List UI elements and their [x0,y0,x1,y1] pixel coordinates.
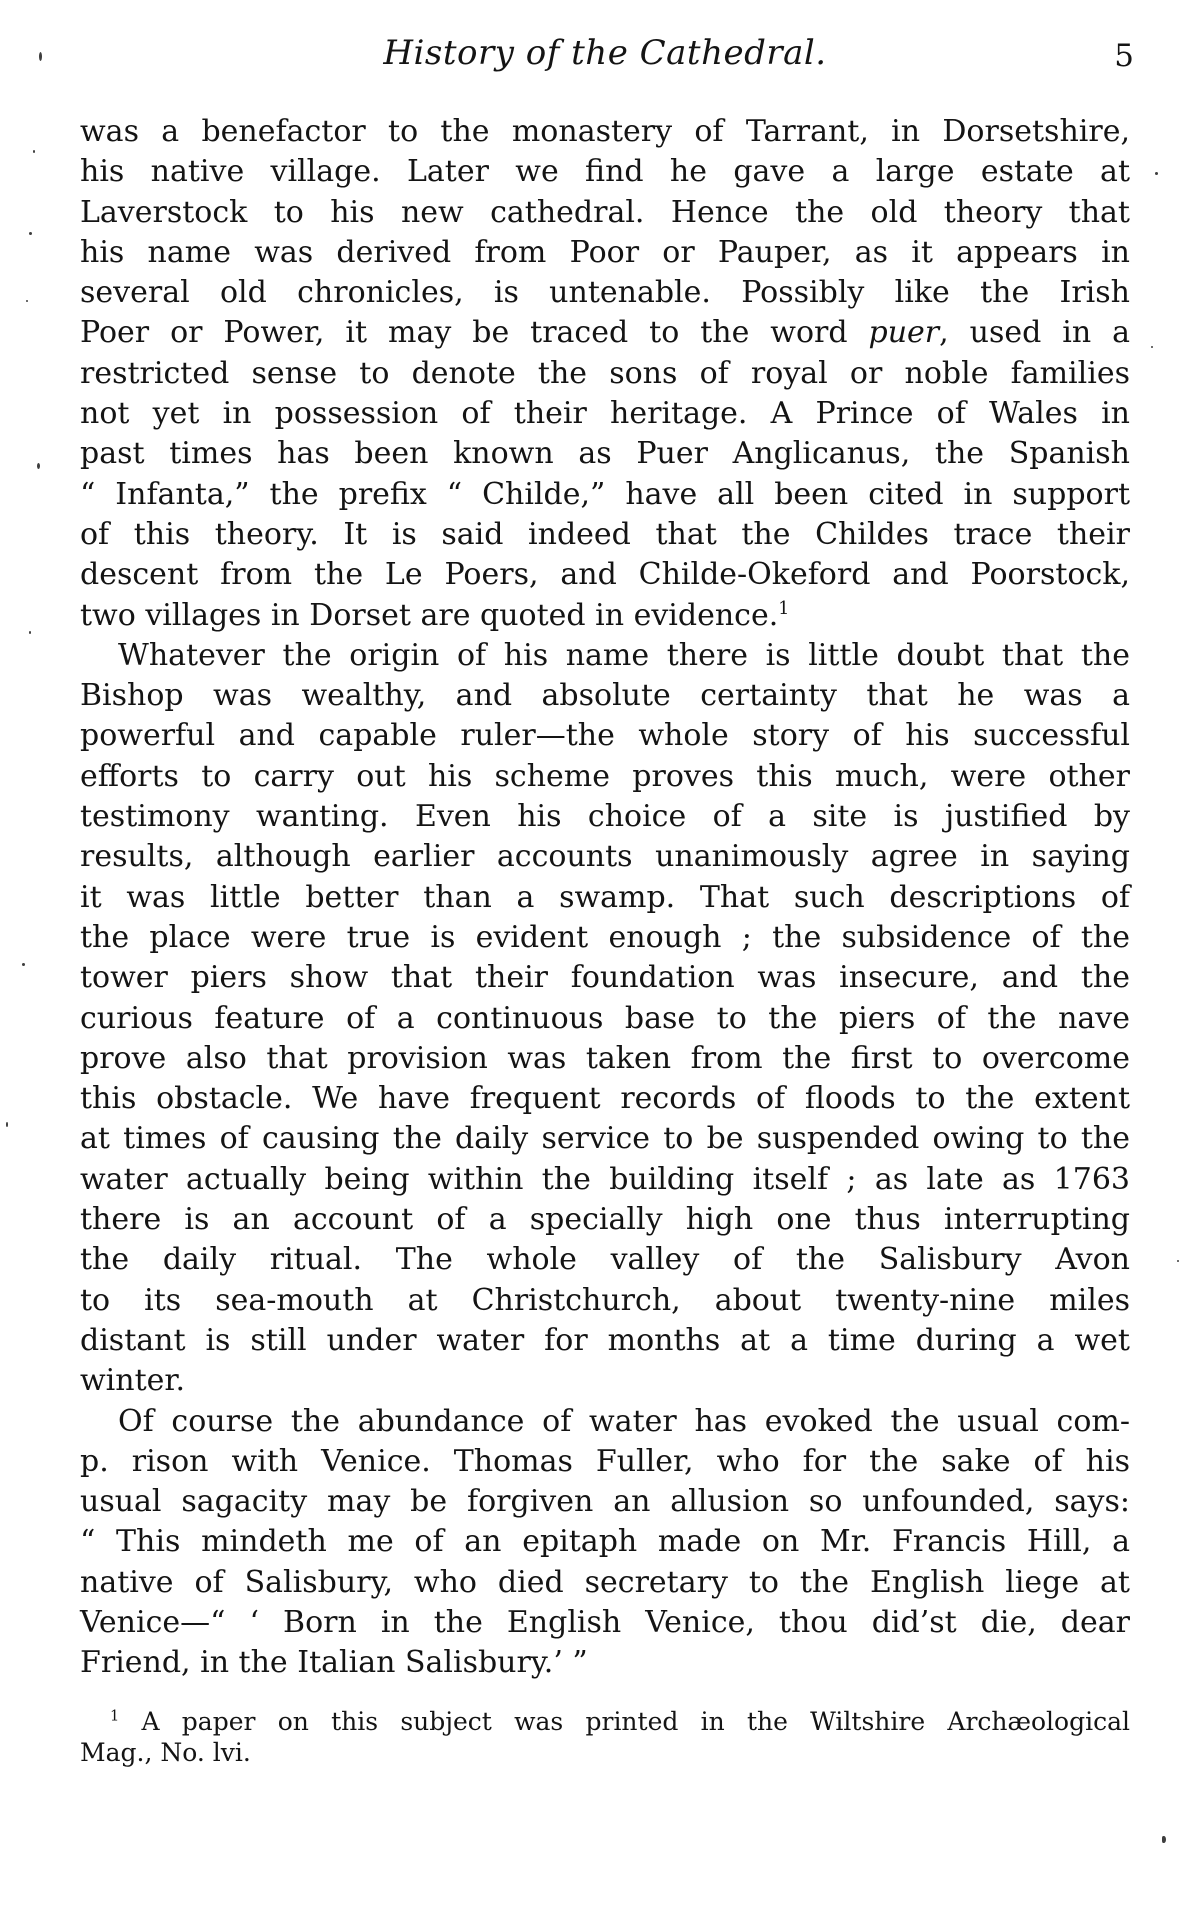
text-segment: tower piers show that their foundation was insecure, and the [80,960,1130,996]
scan-artifact [1177,1260,1179,1262]
text-segment: Mag., No. lvi. [80,1738,251,1767]
page-number: 5 [1114,38,1134,74]
text-line [80,515,1130,555]
text-segment: distant is still under water for months at a time during a wet [80,1322,1130,1358]
text-line [80,555,1130,595]
text-segment: past times has been known as Puer Anglicanus, the Spanish [80,436,1130,472]
scan-artifact [22,963,25,966]
footnote-line [80,1706,1130,1737]
text-line [80,193,1130,233]
text-segment: Whatever the origin of his name there is little doubt that the [118,637,1130,673]
text-segment: descent from the Le Poers, and Childe-Okeford and Poorstock, [80,557,1130,593]
text-line [80,1402,1130,1442]
scan-artifact [29,631,31,634]
text-line [80,958,1130,998]
text-line [80,1603,1130,1643]
text-segment: winter. [80,1363,185,1399]
text-line [80,1643,1130,1683]
text-segment: powerful and capable ruler—the whole story of his successful [80,718,1130,754]
text-line [80,394,1130,434]
text-segment: at times of causing the daily service to be suspended owing to the [80,1121,1130,1157]
running-title: History of the Cathedral. [383,33,827,73]
text-segment: curious feature of a continuous base to the piers of the nave [80,1000,1130,1036]
text-line [80,354,1130,394]
text-segment: usual sagacity may be forgiven an allusion so unfounded, says: [80,1484,1130,1520]
scan-artifact [1155,172,1158,175]
text-segment: prove also that provision was taken from the first to overcome [80,1040,1130,1076]
text-line [80,313,1130,353]
footnote [80,1706,1130,1768]
text-line [80,596,1130,636]
text-segment: his native village. Later we find he gave a large estate at [80,154,1130,190]
text-segment: Of course the abundance of water has evoked the usual com- [118,1403,1130,1439]
text-line [80,1160,1130,1200]
text-segment: restricted sense to denote the sons of royal or noble families [80,355,1130,391]
scan-artifact [1151,346,1153,348]
text-line [80,1079,1130,1119]
text-line [80,797,1130,837]
text-line [80,1482,1130,1522]
scan-artifact [6,1122,8,1127]
text-segment: puer [868,315,940,351]
text-segment: the place were true is evident enough ; the subsidence of the [80,919,1130,955]
text-segment: A paper on this subject was printed in the Wiltshire Archæological [119,1707,1130,1736]
text-segment: to its sea-mouth at Christchurch, about twenty-nine miles [80,1282,1130,1318]
scan-artifact [1162,1836,1166,1843]
text-line [80,918,1130,958]
text-line [80,1119,1130,1159]
scan-artifact [29,232,32,235]
text-line [80,112,1130,152]
text-line [80,1321,1130,1361]
text-line [80,1361,1130,1401]
text-segment: of this theory. It is said indeed that the Childes trace their [80,516,1130,552]
text-segment: “ Infanta,” the prefix “ Childe,” have all been cited in support [80,476,1130,512]
scan-artifact [33,150,35,153]
text-segment: Laverstock to his new cathedral. Hence the old theory that [80,194,1130,230]
scan-artifact [39,52,42,61]
text-segment: Venice—“ ‘ Born in the English Venice, thou did’st die, dear [80,1604,1130,1640]
text-line [80,1200,1130,1240]
text-line [80,1563,1130,1603]
text-line [80,757,1130,797]
page-header [80,30,1134,80]
footnote-line [80,1737,1130,1768]
text-segment: water actually being within the building itself ; as late as 1763 [80,1161,1130,1197]
text-line [80,1240,1130,1280]
text-segment: efforts to carry out his scheme proves this much, were other [80,758,1130,794]
text-line [80,1442,1130,1482]
text-segment: Bishop was wealthy, and absolute certainty that he was a [80,678,1130,714]
text-line [80,475,1130,515]
text-line [80,837,1130,877]
footnote-marker: 1 [110,1708,120,1725]
scan-artifact [37,463,40,469]
text-line [80,636,1130,676]
text-segment: , used in a [939,315,1130,351]
text-line [80,676,1130,716]
text-segment: Poer or Power, it may be traced to the word [80,315,869,351]
text-line [80,273,1130,313]
text-line [80,434,1130,474]
text-line [80,1522,1130,1562]
text-segment: native of Salisbury, who died secretary to the English liege at [80,1564,1130,1600]
text-segment: results, although earlier accounts unanimously agree in saying [80,839,1130,875]
footnote-marker: 1 [778,598,790,619]
text-segment: not yet in possession of their heritage. A Prince of Wales in [80,396,1130,432]
text-line [80,878,1130,918]
text-line [80,1281,1130,1321]
text-segment: the daily ritual. The whole valley of the Salisbury Avon [80,1242,1130,1278]
scan-artifact [26,300,28,302]
text-segment: there is an account of a specially high one thus interrupting [80,1202,1130,1238]
text-line [80,233,1130,273]
text-line [80,999,1130,1039]
text-line [80,1039,1130,1079]
text-segment: his name was derived from Poor or Pauper, as it appears in [80,234,1130,270]
text-segment: testimony wanting. Even his choice of a site is justified by [80,799,1130,835]
body-text [80,112,1130,1684]
text-segment: Friend, in the Italian Salisbury.’ ” [80,1645,588,1681]
text-segment: it was little better than a swamp. That such descriptions of [80,879,1130,915]
text-segment: p. rison with Venice. Thomas Fuller, who for the sake of his [80,1443,1130,1479]
text-segment: two villages in Dorset are quoted in evidence. [80,597,779,633]
text-line [80,152,1130,192]
text-line [80,716,1130,756]
text-segment: was a benefactor to the monastery of Tarrant, in Dorsetshire, [80,114,1130,149]
text-segment: several old chronicles, is untenable. Possibly like the Irish [80,275,1130,311]
text-segment: this obstacle. We have frequent records of floods to the extent [80,1081,1130,1117]
text-segment: “ This mindeth me of an epitaph made on Mr. Francis Hill, a [80,1524,1130,1560]
